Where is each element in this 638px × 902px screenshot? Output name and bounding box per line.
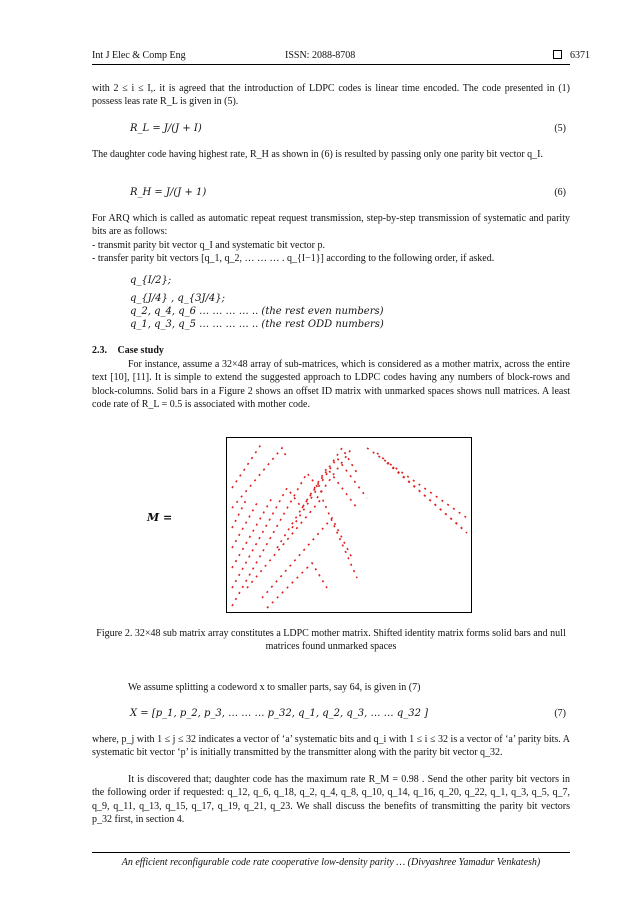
paragraph-3: For ARQ which is called as automatic repeat request transmission, step-by-step transmission of systematic and parity bits are as follows: — [92, 213, 570, 238]
figure-caption: Figure 2. 32×48 sub matrix array constitutes a LDPC mother matrix. Shifted identity matrix forms solid bars and null matrices found unmarked spaces — [96, 628, 566, 652]
running-footer: An efficient reconfigurable code rate cooperative low-density parity … (Divyashree Yamadur Venkatesh) — [92, 852, 570, 868]
order-line-2: q_{J/4} , q_{3J/4}; — [130, 293, 225, 304]
paragraph-7: It is discovered that; daughter code has the maximum rate R_M = 0.98 . Send the other parity bit vectors in the following order if requested: q_12, q_6, q_18, q_2, q_4, q_8, q_10, q_14, q_16, q_20, q_22, q_1, q_3, q_5, q_7, q_9, q_11, q_13, q_15, q_17, q_19, q_21, q_23. We shall discuss the benefits of transmitting the parity bit vectors p_32 first, in section 4. — [92, 774, 570, 825]
paragraph-5: We assume splitting a codeword x to smaller parts, say 64, is given in (7) — [128, 682, 421, 693]
matrix-label: M = — [147, 511, 173, 524]
shifted-identity-bar — [232, 488, 302, 588]
shifted-identity-bar — [232, 473, 322, 606]
equation-5-number: (5) — [554, 123, 566, 134]
mother-matrix-plot — [227, 438, 471, 612]
order-line-1: q_{I/2}; — [130, 275, 172, 286]
shifted-identity-bar — [232, 498, 272, 568]
journal-name: Int J Elec & Comp Eng — [92, 50, 186, 61]
figure-2 — [226, 437, 472, 613]
shifted-identity-bar — [317, 448, 352, 498]
section-title: Case study — [117, 345, 164, 356]
shifted-identity-bar — [267, 563, 327, 608]
issn: ISSN: 2088-8708 — [285, 50, 356, 61]
square-icon — [553, 50, 562, 59]
section-number: 2.3. — [92, 345, 107, 356]
equation-7-number: (7) — [554, 708, 566, 719]
bullet-2: - transfer parity bit vectors [q_1, q_2, … … … . q_{I−1}] according to the following order, if asked. — [92, 253, 495, 264]
paragraph-1: with 2 ≤ i ≤ I,. it is agreed that the introduction of LDPC codes is linear time encoded. The code presented in (1) possess leas rate R_L is given in (5). — [92, 83, 570, 108]
shifted-identity-bar — [277, 468, 357, 548]
shifted-identity-bar — [232, 443, 262, 488]
equation-6-number: (6) — [554, 187, 566, 198]
shifted-identity-bar — [292, 458, 367, 528]
equation-7: X = [p_1, p_2, p_3, … … … p_32, q_1, q_2, q_3, … … q_32 ] — [130, 708, 429, 719]
page-number: 6371 — [570, 50, 590, 61]
shifted-identity-bar — [302, 448, 357, 508]
order-line-4: q_1, q_3, q_5 … … … … .. (the rest ODD numbers) — [130, 319, 384, 330]
bullet-1: - transmit parity bit vector q_I and systematic bit vector p. — [92, 240, 325, 251]
running-header — [92, 50, 590, 65]
shifted-identity-bar — [387, 463, 462, 528]
paragraph-2: The daughter code having highest rate, R_H as shown in (6) is resulted by passing only one parity bit vector q_I. — [92, 149, 544, 160]
shifted-identity-bar — [232, 503, 257, 548]
paragraph-6: where, p_j with 1 ≤ j ≤ 32 indicates a vector of ‘a’ systematic bits and q_i with 1 ≤ i ≤ 32 is a vector of ‘a’ parity bits. A systematic bit vector ‘p’ is initially transmitted by the transmitter along with the parity bit vector q_32. — [92, 734, 570, 759]
order-line-3: q_2, q_4, q_6 … … … … .. (the rest even numbers) — [130, 306, 384, 317]
equation-5: R_L = J/(J + I) — [130, 123, 202, 134]
paragraph-4: For instance, assume a 32×48 array of sub-matrices, which is considered as a mother matrix, across the entire text [10], [11]. It is simple to extend the suggested approach to LDPC codes having any numbers of block-rows and block-columns. Solid bars in a Figure 2 shows an offset ID matrix with unmarked spaces shows null matrices. A least code rate of R_L = 0.5 is associated with mother code. — [92, 359, 570, 410]
section-heading — [92, 344, 570, 357]
shifted-identity-bar — [232, 448, 287, 508]
shifted-identity-bar — [232, 498, 247, 528]
shifted-identity-bar — [262, 518, 352, 598]
equation-6: R_H = J/(J + 1) — [130, 187, 207, 198]
